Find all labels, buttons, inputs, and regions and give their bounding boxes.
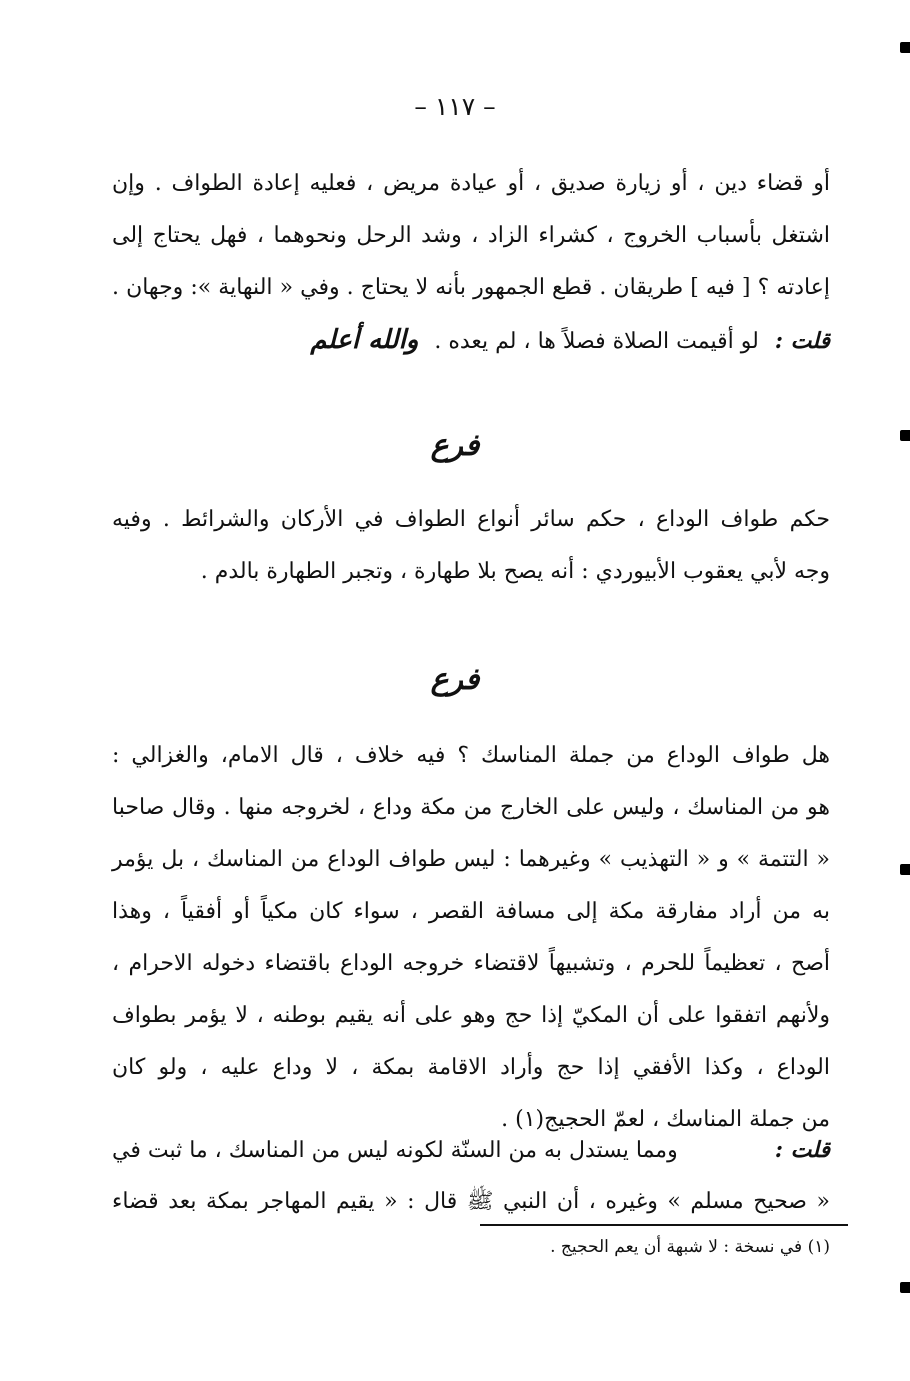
qult-line [112,1124,830,1176]
page-number: – ١١٧ – [414,92,496,121]
text-line: « صحيح مسلم » وغيره ، أن النبي ﷺ قال : « يقيم المهاجر بمكة بعد قضاء [112,1189,830,1214]
qult-line [112,314,830,366]
text-line: حكم طواف الوداع ، حكم سائر أنواع الطواف في الأركان والشرائط . وفيه [112,507,830,532]
text-line: « التتمة » و « التهذيب » وغيرهما : ليس طواف الوداع من المناسك ، بل يؤمر [112,847,830,872]
text-line: به من أراد مفارقة مكة إلى مسافة القصر ، سواء كان مكياً أو أفقياً ، وهذا [112,899,830,924]
paragraph-qult-sunnah [112,1124,830,1228]
section-heading-far: فرع [430,662,480,697]
scan-edge-mark [900,42,910,53]
text-line: وجه لأبي يعقوب الأبيوردي : أنه يصح بلا طهارة ، وتجبر الطهارة بالدم . [200,559,830,584]
text-line: الوداع ، وكذا الأفقي إذا حج وأراد الاقامة بمكة ، لا وداع عليه ، ولو كان [112,1055,830,1080]
text-line: أصح ، تعظيماً للحرم ، وتشبيهاً لاقتضاء خروجه الوداع باقتضاء دخوله الاحرام ، [112,951,830,976]
text-line: إعادته ؟ [ فيه ] طريقان . قطع الجمهور بأنه لا يحتاج . وفي « النهاية »: وجهان . [112,275,830,300]
text-line: هو من المناسك ، وليس على الخارج من مكة وداع ، لخروجه منها . وقال صاحبا [112,795,830,820]
qult-text: لو أقيمت الصلاة فصلاً ها ، لم يعده . [434,329,759,354]
paragraph-farewell-tawaf [112,494,830,598]
text-line: أو قضاء دين ، أو زيارة صديق ، أو عيادة مريض ، فعليه إعادة الطواف . وإن [112,171,830,196]
text-line: ولأنهم اتفقوا على أن المكيّ إذا حج وهو على أنه يقيم بوطنه ، لا يؤمر بطواف [112,1003,830,1028]
text-line: من جملة المناسك ، لعمّ الحجيج(١) . [501,1107,830,1132]
closing-formula: والله أعلم [310,325,419,355]
footnote: (١) في نسخة : لا شبهة أن يعم الحجيج . [550,1237,830,1257]
text-line: ومما يستدل به من السنّة لكونه ليس من المناسك ، ما ثبت في [112,1138,678,1163]
section-heading-far: فرع [430,428,480,463]
scan-edge-mark [900,1282,910,1293]
scan-edge-mark [900,864,910,875]
text-line: هل طواف الوداع من جملة المناسك ؟ فيه خلاف ، قال الامام، والغزالي : [112,743,830,768]
scan-edge-mark [900,430,910,441]
text-line: اشتغل بأسباب الخروج ، كشراء الزاد ، وشد الرحل ونحوهما ، فهل يحتاج إلى [112,223,830,248]
qult-lead: قلت : [774,328,830,354]
paragraph-continuation [112,158,830,366]
qult-lead: قلت : [774,1137,830,1163]
footnote-divider [480,1224,848,1226]
paragraph-manasik [112,730,830,1146]
